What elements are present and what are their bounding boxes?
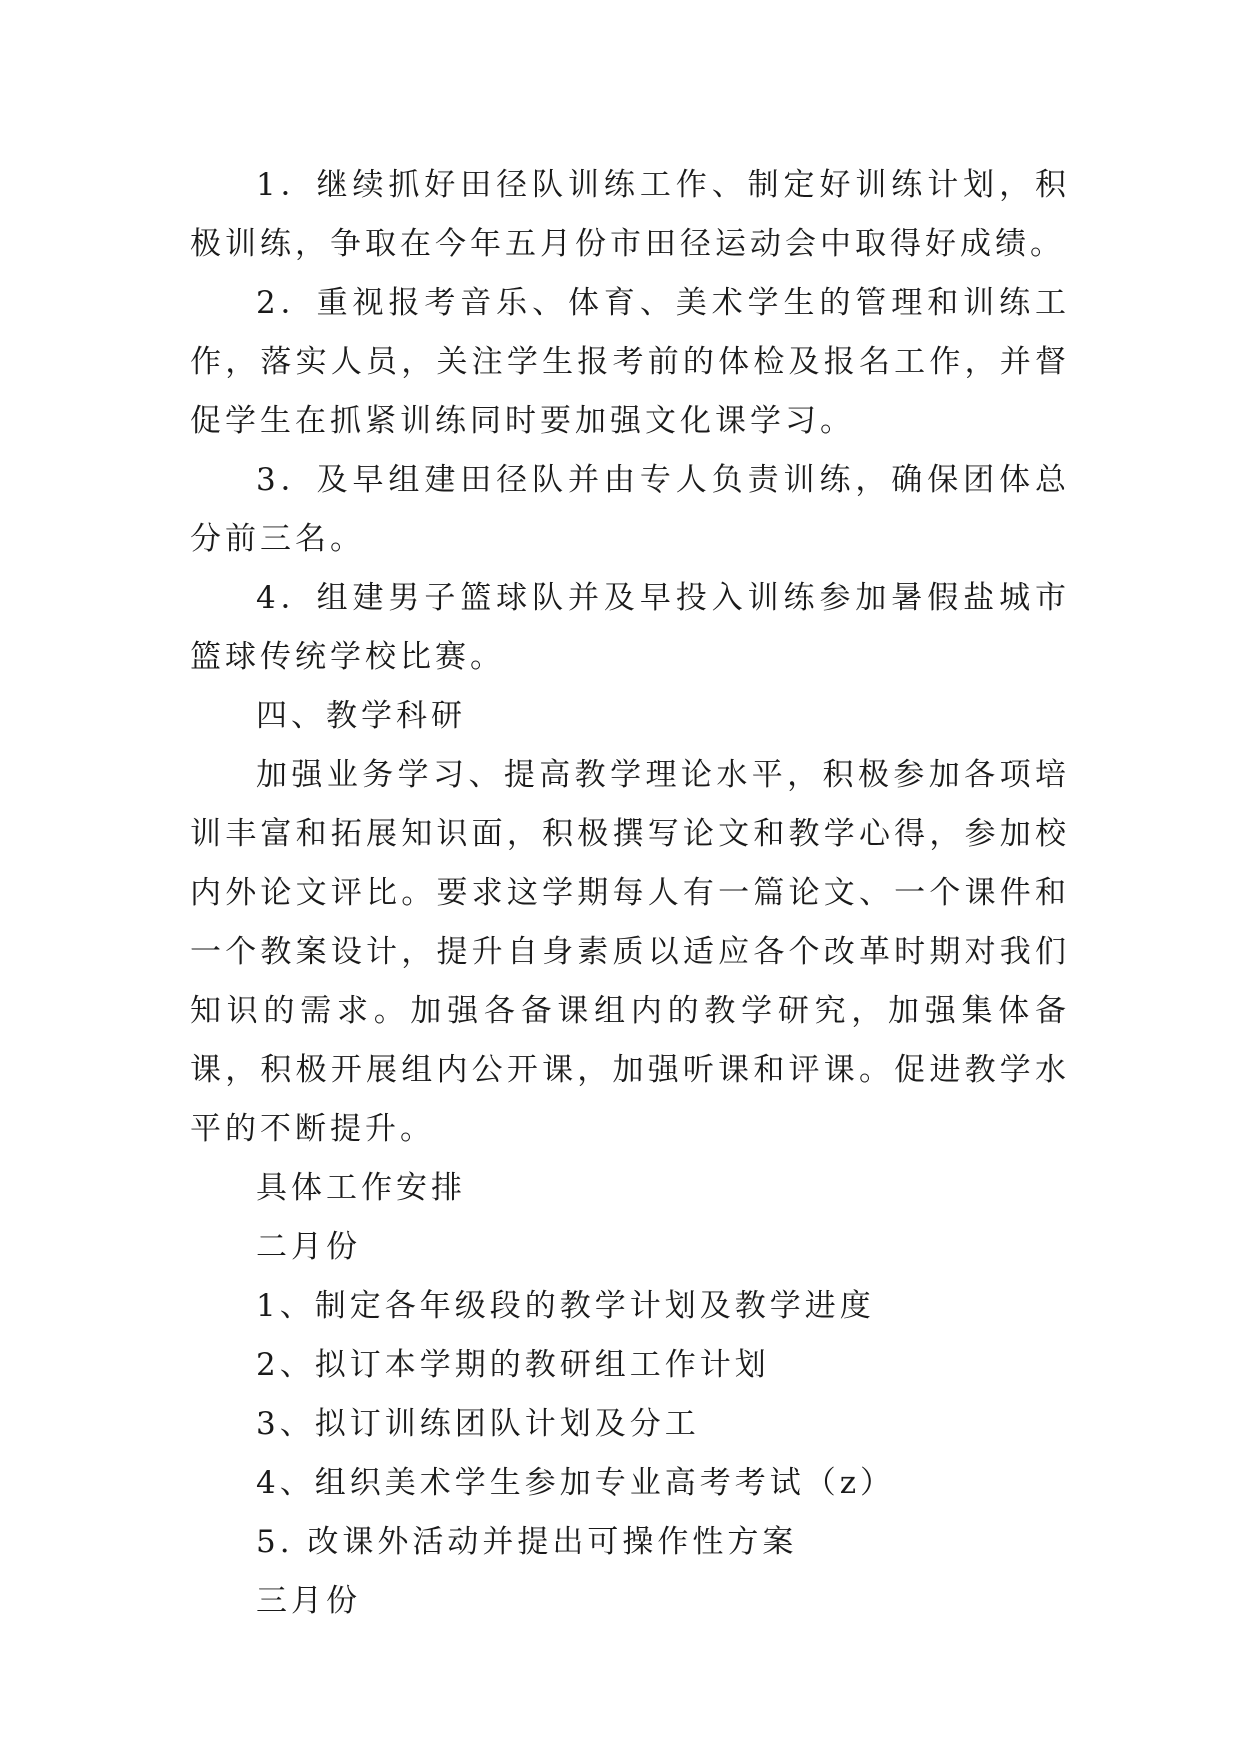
heading-february: 二月份 xyxy=(256,1229,361,1265)
paragraph-item-1: 1．继续抓好田径队训练工作、制定好训练计划，积极训练，争取在今年五月份市田径运动会中取得好成绩。 xyxy=(190,167,1070,262)
section-heading-teaching-research: 四、教学科研 xyxy=(256,698,466,734)
list-item-feb-1: 1、制定各年级段的教学计划及教学进度 xyxy=(256,1288,875,1324)
list-item-feb-2: 2、拟订本学期的教研组工作计划 xyxy=(256,1347,770,1383)
paragraph-item-3: 3．及早组建田径队并由专人负责训练，确保团体总分前三名。 xyxy=(190,462,1070,557)
list-item-feb-5: 5. 改课外活动并提出可操作性方案 xyxy=(256,1524,798,1560)
list-item-feb-4: 4、组织美术学生参加专业高考考试（z） xyxy=(256,1465,896,1501)
heading-work-schedule: 具体工作安排 xyxy=(256,1170,466,1206)
heading-march: 三月份 xyxy=(256,1583,361,1619)
list-item-feb-3: 3、拟订训练团队计划及分工 xyxy=(256,1406,700,1442)
document-body xyxy=(190,156,1070,1631)
paragraph-item-4: 4．组建男子篮球队并及早投入训练参加暑假盐城市篮球传统学校比赛。 xyxy=(190,580,1070,675)
paragraph-item-2: 2．重视报考音乐、体育、美术学生的管理和训练工作，落实人员，关注学生报考前的体检及报名工作，并督促学生在抓紧训练同时要加强文化课学习。 xyxy=(190,285,1070,439)
paragraph-teaching-research: 加强业务学习、提高教学理论水平，积极参加各项培训丰富和拓展知识面，积极撰写论文和教学心得，参加校内外论文评比。要求这学期每人有一篇论文、一个课件和一个教案设计，提升自身素质以适应各个改革时期对我们知识的需求。加强各备课组内的教学研究，加强集体备课，积极开展组内公开课，加强听课和评课。促进教学水平的不断提升。 xyxy=(190,757,1070,1147)
